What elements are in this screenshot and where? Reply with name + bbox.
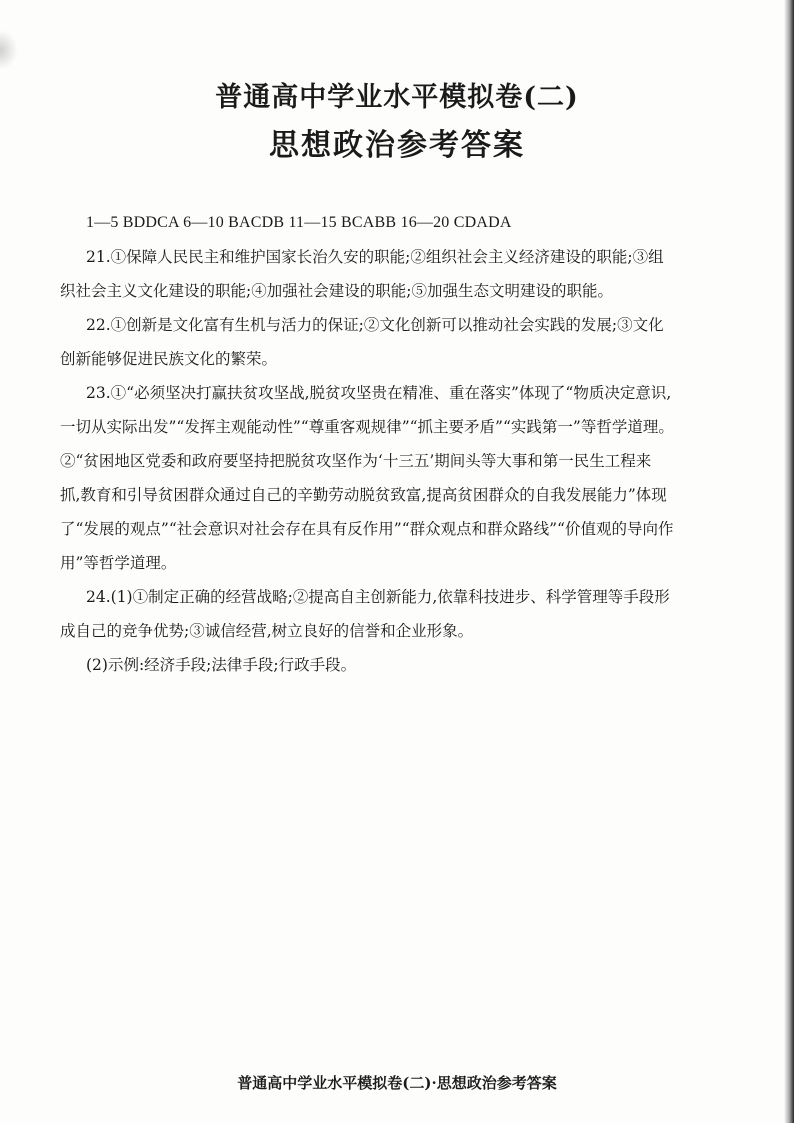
scan-smudge: [0, 30, 18, 70]
answer-key-title: 思想政治参考答案: [269, 128, 525, 163]
q22-line-2: 创新能够促进民族文化的繁荣。: [60, 350, 278, 368]
answer-body: [60, 206, 720, 682]
scan-edge-shadow: [784, 0, 794, 1123]
q23-line-4: 抓,教育和引导贫困群众通过自己的辛勤劳动脱贫致富,提高贫困群众的自我发展能力”体现: [60, 486, 667, 504]
q21-line-2: 织社会主义文化建设的职能;④加强社会建设的职能;⑤加强生态文明建设的职能。: [60, 282, 613, 300]
q23-line-3: ②“贫困地区党委和政府要坚持把脱贫攻坚作为‘十三五’期间头等大事和第一民生工程来: [60, 452, 652, 470]
q24-line-3: (2)示例:经济手段;法律手段;行政手段。: [86, 656, 357, 674]
q23-line-5: 了“发展的观点”“社会意识对社会存在具有反作用”“群众观点和群众路线”“价值观的导向作: [60, 520, 674, 538]
page-footer: 普通高中学业水平模拟卷(二)·思想政治参考答案: [237, 1074, 557, 1092]
q24-line-1: 24.(1)①制定正确的经营战略;②提高自主创新能力,依靠科技进步、科学管理等手段形: [86, 588, 670, 606]
exam-title: 普通高中学业水平模拟卷(二): [215, 82, 579, 113]
multiple-choice-answers: 1—5 BDDCA 6—10 BACDB 11—15 BCABB 16—20 CDADA: [86, 214, 512, 231]
q21-line-1: 21.①保障人民民主和维护国家长治久安的职能;②组织社会主义经济建设的职能;③组: [86, 248, 664, 266]
q24-line-2: 成自己的竞争优势;③诚信经营,树立良好的信誉和企业形象。: [60, 622, 474, 640]
q23-line-6: 用”等哲学道理。: [60, 554, 177, 572]
q22-line-1: 22.①创新是文化富有生机与活力的保证;②文化创新可以推动社会实践的发展;③文化: [86, 316, 664, 334]
q23-line-2: 一切从实际出发”“发挥主观能动性”“尊重客观规律”“抓主要矛盾”“实践第一”等哲学道理。: [60, 418, 674, 436]
q23-line-1: 23.①“必须坚决打赢扶贫攻坚战,脱贫攻坚贵在精准、重在落实”体现了“物质决定意识,: [86, 384, 672, 402]
